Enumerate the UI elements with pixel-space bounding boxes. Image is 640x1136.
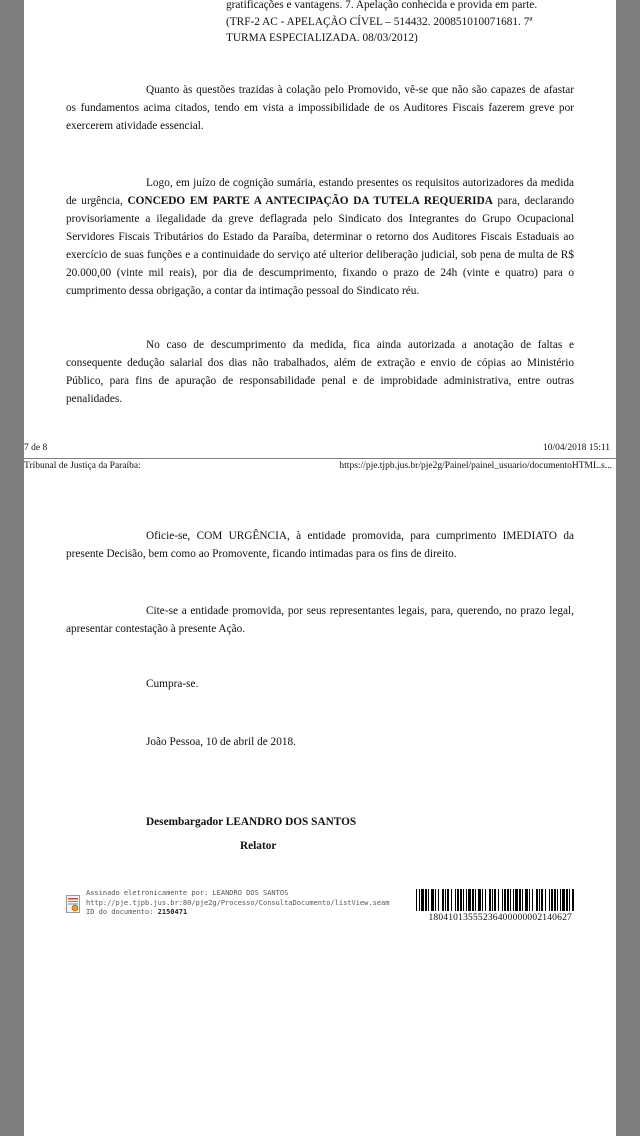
print-datetime: 10/04/2018 15:11 bbox=[543, 443, 610, 453]
barcode-bar bbox=[498, 889, 499, 911]
barcode-bar bbox=[525, 889, 528, 911]
paragraph-promovido: Quanto às questões trazidas à colação pelo Promovido, vê-se que não são capazes de afastar os fundamentos acima citados, tendo em vista a impossibilidade de os Auditores Fiscais fazerem greve por exercerem atividade essencial. bbox=[66, 84, 574, 132]
barcode-bar bbox=[438, 889, 439, 911]
barcode-bar bbox=[560, 889, 561, 911]
barcode-bar bbox=[468, 889, 471, 911]
barcode-bar bbox=[492, 889, 493, 911]
quote-line: (TRF-2 AC - APELAÇÃO CÍVEL – 514432. 200851010071681. 7ª bbox=[226, 15, 533, 28]
barcode-bar bbox=[457, 889, 459, 911]
barcode-bar bbox=[460, 889, 462, 911]
page-number: 7 de 8 bbox=[24, 443, 48, 453]
quote-line: TURMA ESPECIALIZADA. 08/03/2012) bbox=[226, 32, 418, 44]
barcode-bar bbox=[554, 889, 556, 911]
barcode-bar bbox=[504, 889, 506, 911]
barcode-bar bbox=[419, 889, 420, 911]
barcode-icon bbox=[416, 889, 574, 911]
barcode-bar bbox=[532, 889, 533, 911]
barcode-bar bbox=[566, 889, 568, 911]
barcode-bar bbox=[502, 889, 503, 911]
barcode-bar bbox=[463, 889, 464, 911]
barcode-bar bbox=[442, 889, 444, 911]
document-id-label: ID do documento: bbox=[86, 908, 158, 916]
signer-name: Desembargador LEANDRO DOS SANTOS bbox=[146, 816, 357, 828]
quote-line: gratificações e vantagens. 7. Apelação conhecida e provida em parte. bbox=[226, 0, 538, 11]
signed-by-line: Assinado eletronicamente por: LEANDRO DOS SANTOS bbox=[86, 889, 289, 897]
barcode-bar bbox=[482, 889, 483, 911]
signature-seal-icon bbox=[66, 895, 80, 913]
verification-url[interactable]: http://pje.tjpb.jus.br:80/pje2g/Processo/ConsultaDocumento/listView.seam bbox=[86, 898, 390, 907]
barcode-bar bbox=[451, 889, 452, 911]
barcode-bar bbox=[447, 889, 449, 911]
barcode-number: 18041013555236400000002140627 bbox=[428, 913, 572, 923]
paragraph-cite-se: Cite-se a entidade promovida, por seus representantes legais, para, querendo, no prazo legal, apresentar contestação à presente Ação. bbox=[66, 605, 574, 635]
barcode-bar bbox=[513, 889, 514, 911]
barcode-bar bbox=[428, 889, 429, 911]
barcode-bar bbox=[472, 889, 474, 911]
barcode-bar bbox=[421, 889, 424, 911]
barcode-bar bbox=[455, 889, 456, 911]
barcode-bar bbox=[435, 889, 436, 911]
barcode-bar bbox=[549, 889, 550, 911]
barcode-bar bbox=[562, 889, 565, 911]
barcode-bar bbox=[557, 889, 558, 911]
paragraph-oficie-se: Oficie-se, COM URGÊNCIA, à entidade promovida, para cumprimento IMEDIATO da presente Decisão, bem como ao Promovente, ficando intimadas para os fins de direito. bbox=[66, 530, 574, 560]
decision-text-after: para, declarando provisoriamente a ilegalidade da greve deflagrada pelo Sindicato dos Integrantes do Grupo Ocupacional Servidores Fiscais Tributários do Estado da Paraíba, determinar o retorno dos Auditores Fiscais Estaduais ao exercício de suas funções e a continuidade do serviço até ulterior deliberação judicial, sob pena de multa de R$ 20.000,00 (vinte mil reais), por dia de descumprimento, fixando o prazo de 24h (vinte e quatro) para o cumprimento dessa obrigação, a contar da intimação pessoal do Sindicato réu. bbox=[66, 195, 574, 297]
court-header: Tribunal de Justiça da Paraíba: bbox=[24, 461, 141, 471]
barcode-bar bbox=[551, 889, 553, 911]
barcode-bar bbox=[539, 889, 540, 911]
signer-role: Relator bbox=[240, 840, 277, 852]
barcode-bar bbox=[494, 889, 496, 911]
jurisprudence-quote bbox=[226, 0, 574, 47]
paragraph-decision bbox=[66, 174, 574, 300]
barcode-bar bbox=[572, 889, 574, 911]
document-page-7 bbox=[24, 0, 616, 458]
barcode-bar bbox=[545, 889, 546, 911]
barcode-bar bbox=[475, 889, 476, 911]
barcode-bar bbox=[485, 889, 486, 911]
cumpra-se: Cumpra-se. bbox=[146, 678, 199, 690]
document-id: 2150471 bbox=[157, 908, 188, 916]
barcode-bar bbox=[507, 889, 509, 911]
barcode-bar bbox=[489, 889, 491, 911]
barcode-bar bbox=[536, 889, 538, 911]
decision-text-before: Logo, em juízo de cognição sumária, estando presentes os requisitos autorizadores da medida de urgência, bbox=[66, 177, 574, 207]
barcode-bar bbox=[529, 889, 530, 911]
barcode-bar bbox=[510, 889, 511, 911]
barcode-bar bbox=[541, 889, 543, 911]
barcode-bar bbox=[466, 889, 467, 911]
barcode-bar bbox=[416, 889, 417, 911]
document-page-8 bbox=[24, 459, 616, 1136]
barcode-bar bbox=[519, 889, 521, 911]
electronic-signature bbox=[66, 889, 574, 929]
barcode-bar bbox=[515, 889, 518, 911]
decision-bold-text: CONCEDO EM PARTE A ANTECIPAÇÃO DA TUTELA REQUERIDA bbox=[127, 195, 493, 207]
barcode-bar bbox=[569, 889, 570, 911]
date-line: João Pessoa, 10 de abril de 2018. bbox=[146, 736, 296, 748]
barcode-bar bbox=[478, 889, 481, 911]
barcode-bar bbox=[431, 889, 434, 911]
barcode-bar bbox=[522, 889, 523, 911]
document-url[interactable]: https://pje.tjpb.jus.br/pje2g/Painel/painel_usuario/documentoHTML.s... bbox=[339, 461, 612, 471]
barcode-bar bbox=[425, 889, 427, 911]
barcode-bar bbox=[445, 889, 446, 911]
paragraph-descumprimento: No caso de descumprimento da medida, fica ainda autorizada a anotação de faltas e consequente dedução salarial dos dias não trabalhados, além de extração e envio de cópias ao Ministério Público, para fins de apuração de responsabilidade penal e de improbidade administrativa, entre outras penalidades. bbox=[66, 339, 574, 405]
